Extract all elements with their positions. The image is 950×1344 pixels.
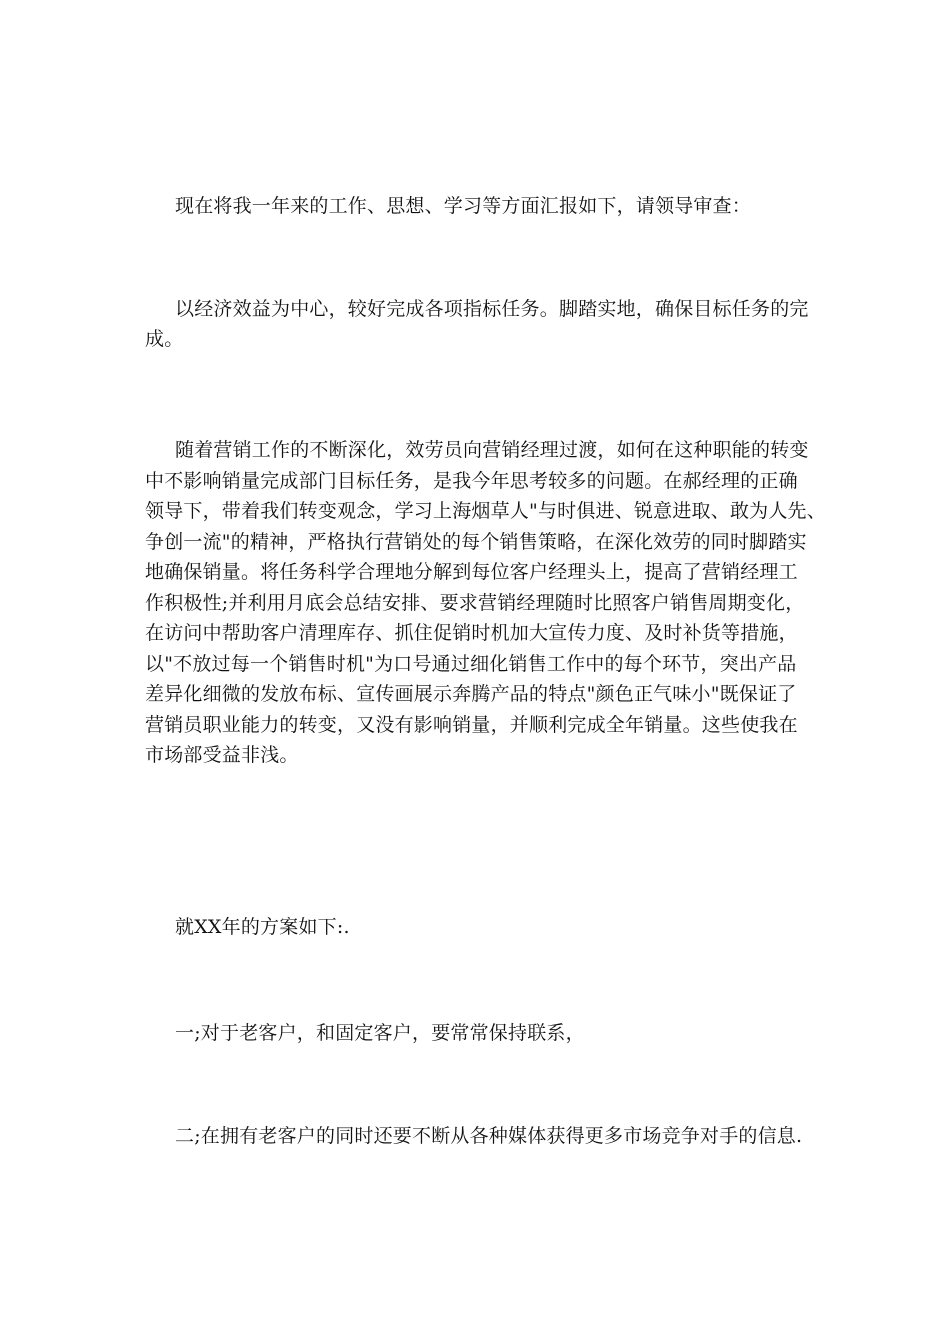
text-line: 就XX年的方案如下:.	[175, 916, 350, 938]
paragraph-plan	[145, 912, 835, 942]
text-line: 二;在拥有老客户的同时还要不断从各种媒体获得更多市场竞争对手的信息.	[175, 1125, 803, 1147]
text-line: 一;对于老客户，和固定客户，要常常保持联系，	[175, 1022, 585, 1044]
text-line: 领导下，带着我们转变观念，学习上海烟草人"与时俱进、锐意进取、敢为人先、	[145, 500, 826, 522]
text-line: 在访问中帮助客户清理库存、抓住促销时机加大宣传力度、及时补货等措施，	[145, 622, 798, 644]
text-line: 市场部受益非浅。	[145, 744, 299, 766]
paragraph-item-1	[145, 1018, 835, 1048]
text-line: 以经济效益为中心，较好完成各项指标任务。脚踏实地，确保目标任务的完	[175, 298, 809, 320]
text-line: 随着营销工作的不断深化，效劳员向营销经理过渡，如何在这种职能的转变	[175, 439, 809, 461]
text-line: 成。	[145, 328, 184, 350]
text-line: 现在将我一年来的工作、思想、学习等方面汇报如下，请领导审查：	[175, 195, 752, 217]
text-line: 营销员职业能力的转变，又没有影响销量，并顺利完成全年销量。这些使我在	[145, 713, 798, 736]
paragraph-goal	[145, 294, 835, 354]
paragraph-intro	[145, 191, 835, 221]
text-line: 以"不放过每一个销售时机"为口号通过细化销售工作中的每个环节，突出产品	[145, 652, 797, 675]
text-line: 争创一流"的精神，严格执行营销处的每个销售策略，在深化效劳的同时脚踏实	[145, 530, 807, 553]
paragraph-main	[145, 435, 835, 771]
text-line: 中不影响销量完成部门目标任务，是我今年思考较多的问题。在郝经理的正确	[145, 469, 798, 492]
text-line: 作积极性;并利用月底会总结安排、要求营销经理随时比照客户销售周期变化，	[145, 591, 805, 614]
text-line: 地确保销量。将任务科学合理地分解到每位客户经理头上，提高了营销经理工	[145, 561, 798, 583]
paragraph-item-2	[145, 1121, 835, 1151]
text-line: 差异化细微的发放布标、宣传画展示奔腾产品的特点"颜色正气味小"既保证了	[145, 683, 797, 705]
